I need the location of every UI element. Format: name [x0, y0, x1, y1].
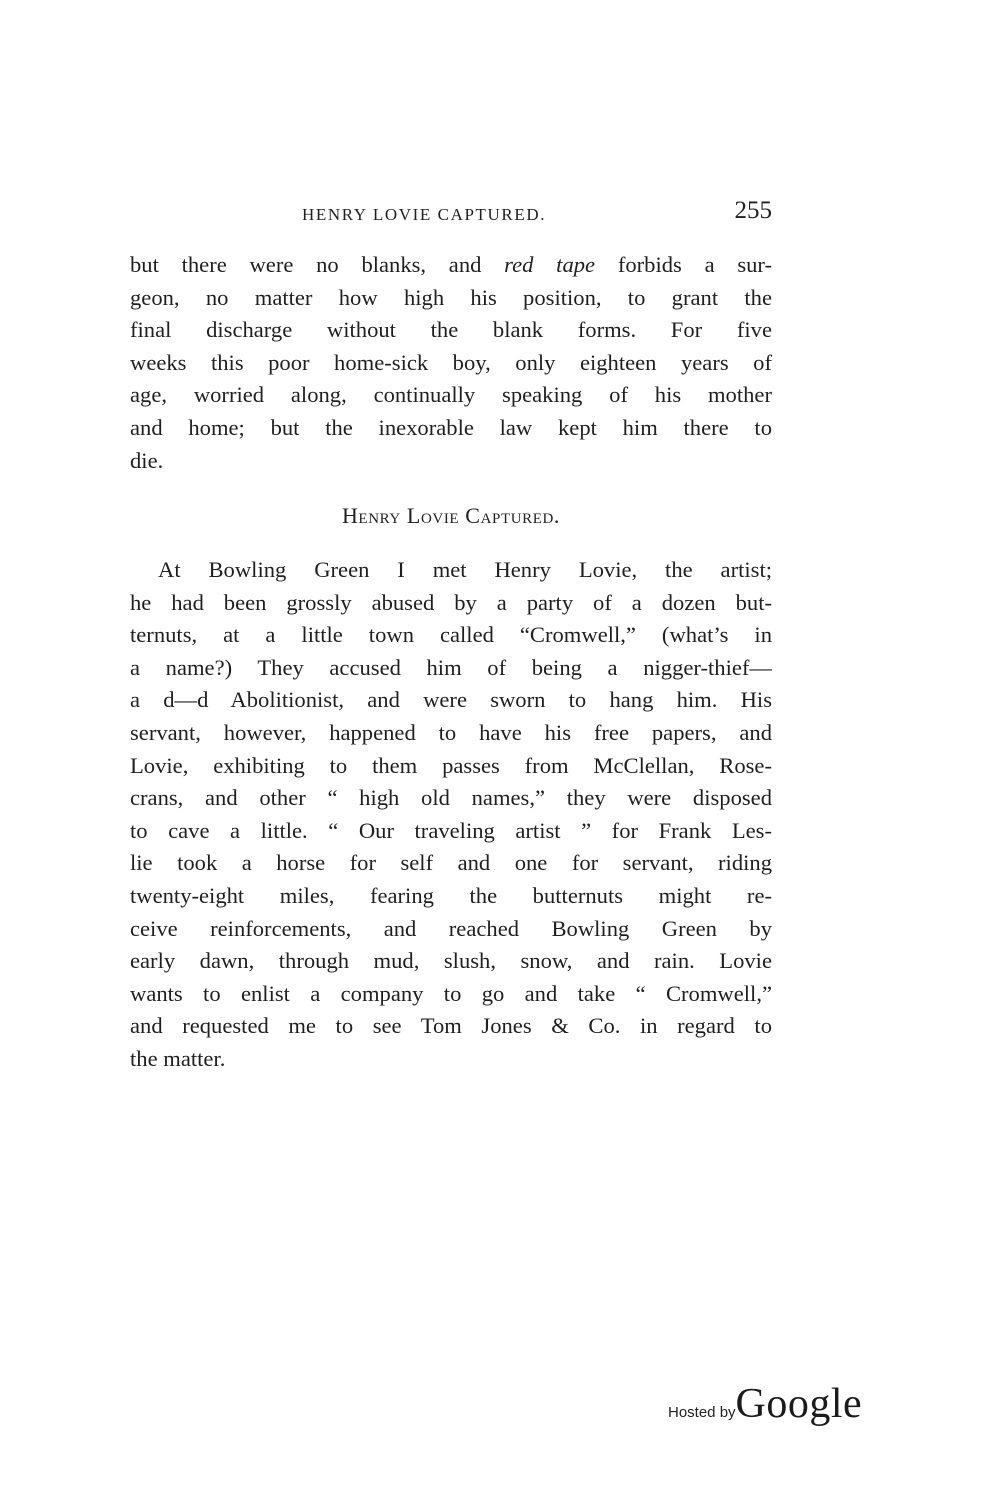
text-line: and requested me to see Tom Jones & Co. in regard to [130, 1013, 772, 1039]
text-line: and home; but the inexorable law kept him there to [130, 414, 772, 440]
text-line: geon, no matter how high his position, to grant the [130, 284, 772, 310]
text-line: ceive reinforcements, and reached Bowling Green by [130, 915, 772, 941]
continuation-paragraph [130, 249, 772, 477]
text-line: the matter. [130, 1045, 226, 1071]
hosted-by-google-mark [668, 1380, 862, 1430]
text-line: a name?) They accused him of being a nigger-thief— [130, 654, 772, 680]
hosted-by-label: Hosted by [668, 1404, 736, 1421]
text-line: die. [130, 447, 164, 473]
page-number: 255 [734, 197, 772, 224]
text-line: At Bowling Green I met Henry Lovie, the artist; [158, 557, 772, 582]
google-logo-text: Google [735, 1381, 863, 1427]
text-line: wants to enlist a company to go and take “ Cromwell,” [130, 980, 772, 1006]
running-title: HENRY LOVIE CAPTURED. [302, 205, 547, 224]
text-line: but there were no blanks, and red tape forbids a sur- [130, 252, 773, 277]
section-heading: Henry Lovie Captured. [341, 503, 561, 528]
running-head [130, 197, 772, 231]
text-line: final discharge without the blank forms. For five [130, 317, 772, 343]
text-line: Lovie, exhibiting to them passes from McClellan, Rose- [130, 752, 772, 778]
text-line: crans, and other “ high old names,” they were disposed [130, 785, 772, 811]
section-paragraph [130, 554, 772, 1076]
text-line: servant, however, happened to have his free papers, and [130, 719, 772, 745]
text-line: twenty-eight miles, fearing the butternuts might re- [130, 882, 772, 908]
text-line: weeks this poor home-sick boy, only eighteen years of [130, 349, 772, 375]
text-line: to cave a little. “ Our traveling artist ” for Frank Les- [130, 817, 772, 843]
text-line: ternuts, at a little town called “Cromwell,” (what’s in [130, 622, 772, 648]
text-line: a d—d Abolitionist, and were sworn to hang him. His [130, 687, 772, 713]
text-line: lie took a horse for self and one for servant, riding [130, 850, 772, 876]
text-line: early dawn, through mud, slush, snow, and rain. Lovie [130, 948, 772, 974]
text-line: he had been grossly abused by a party of a dozen but- [130, 589, 772, 615]
text-line: age, worried along, continually speaking of his mother [130, 382, 772, 408]
italic-phrase: red tape [504, 252, 596, 277]
